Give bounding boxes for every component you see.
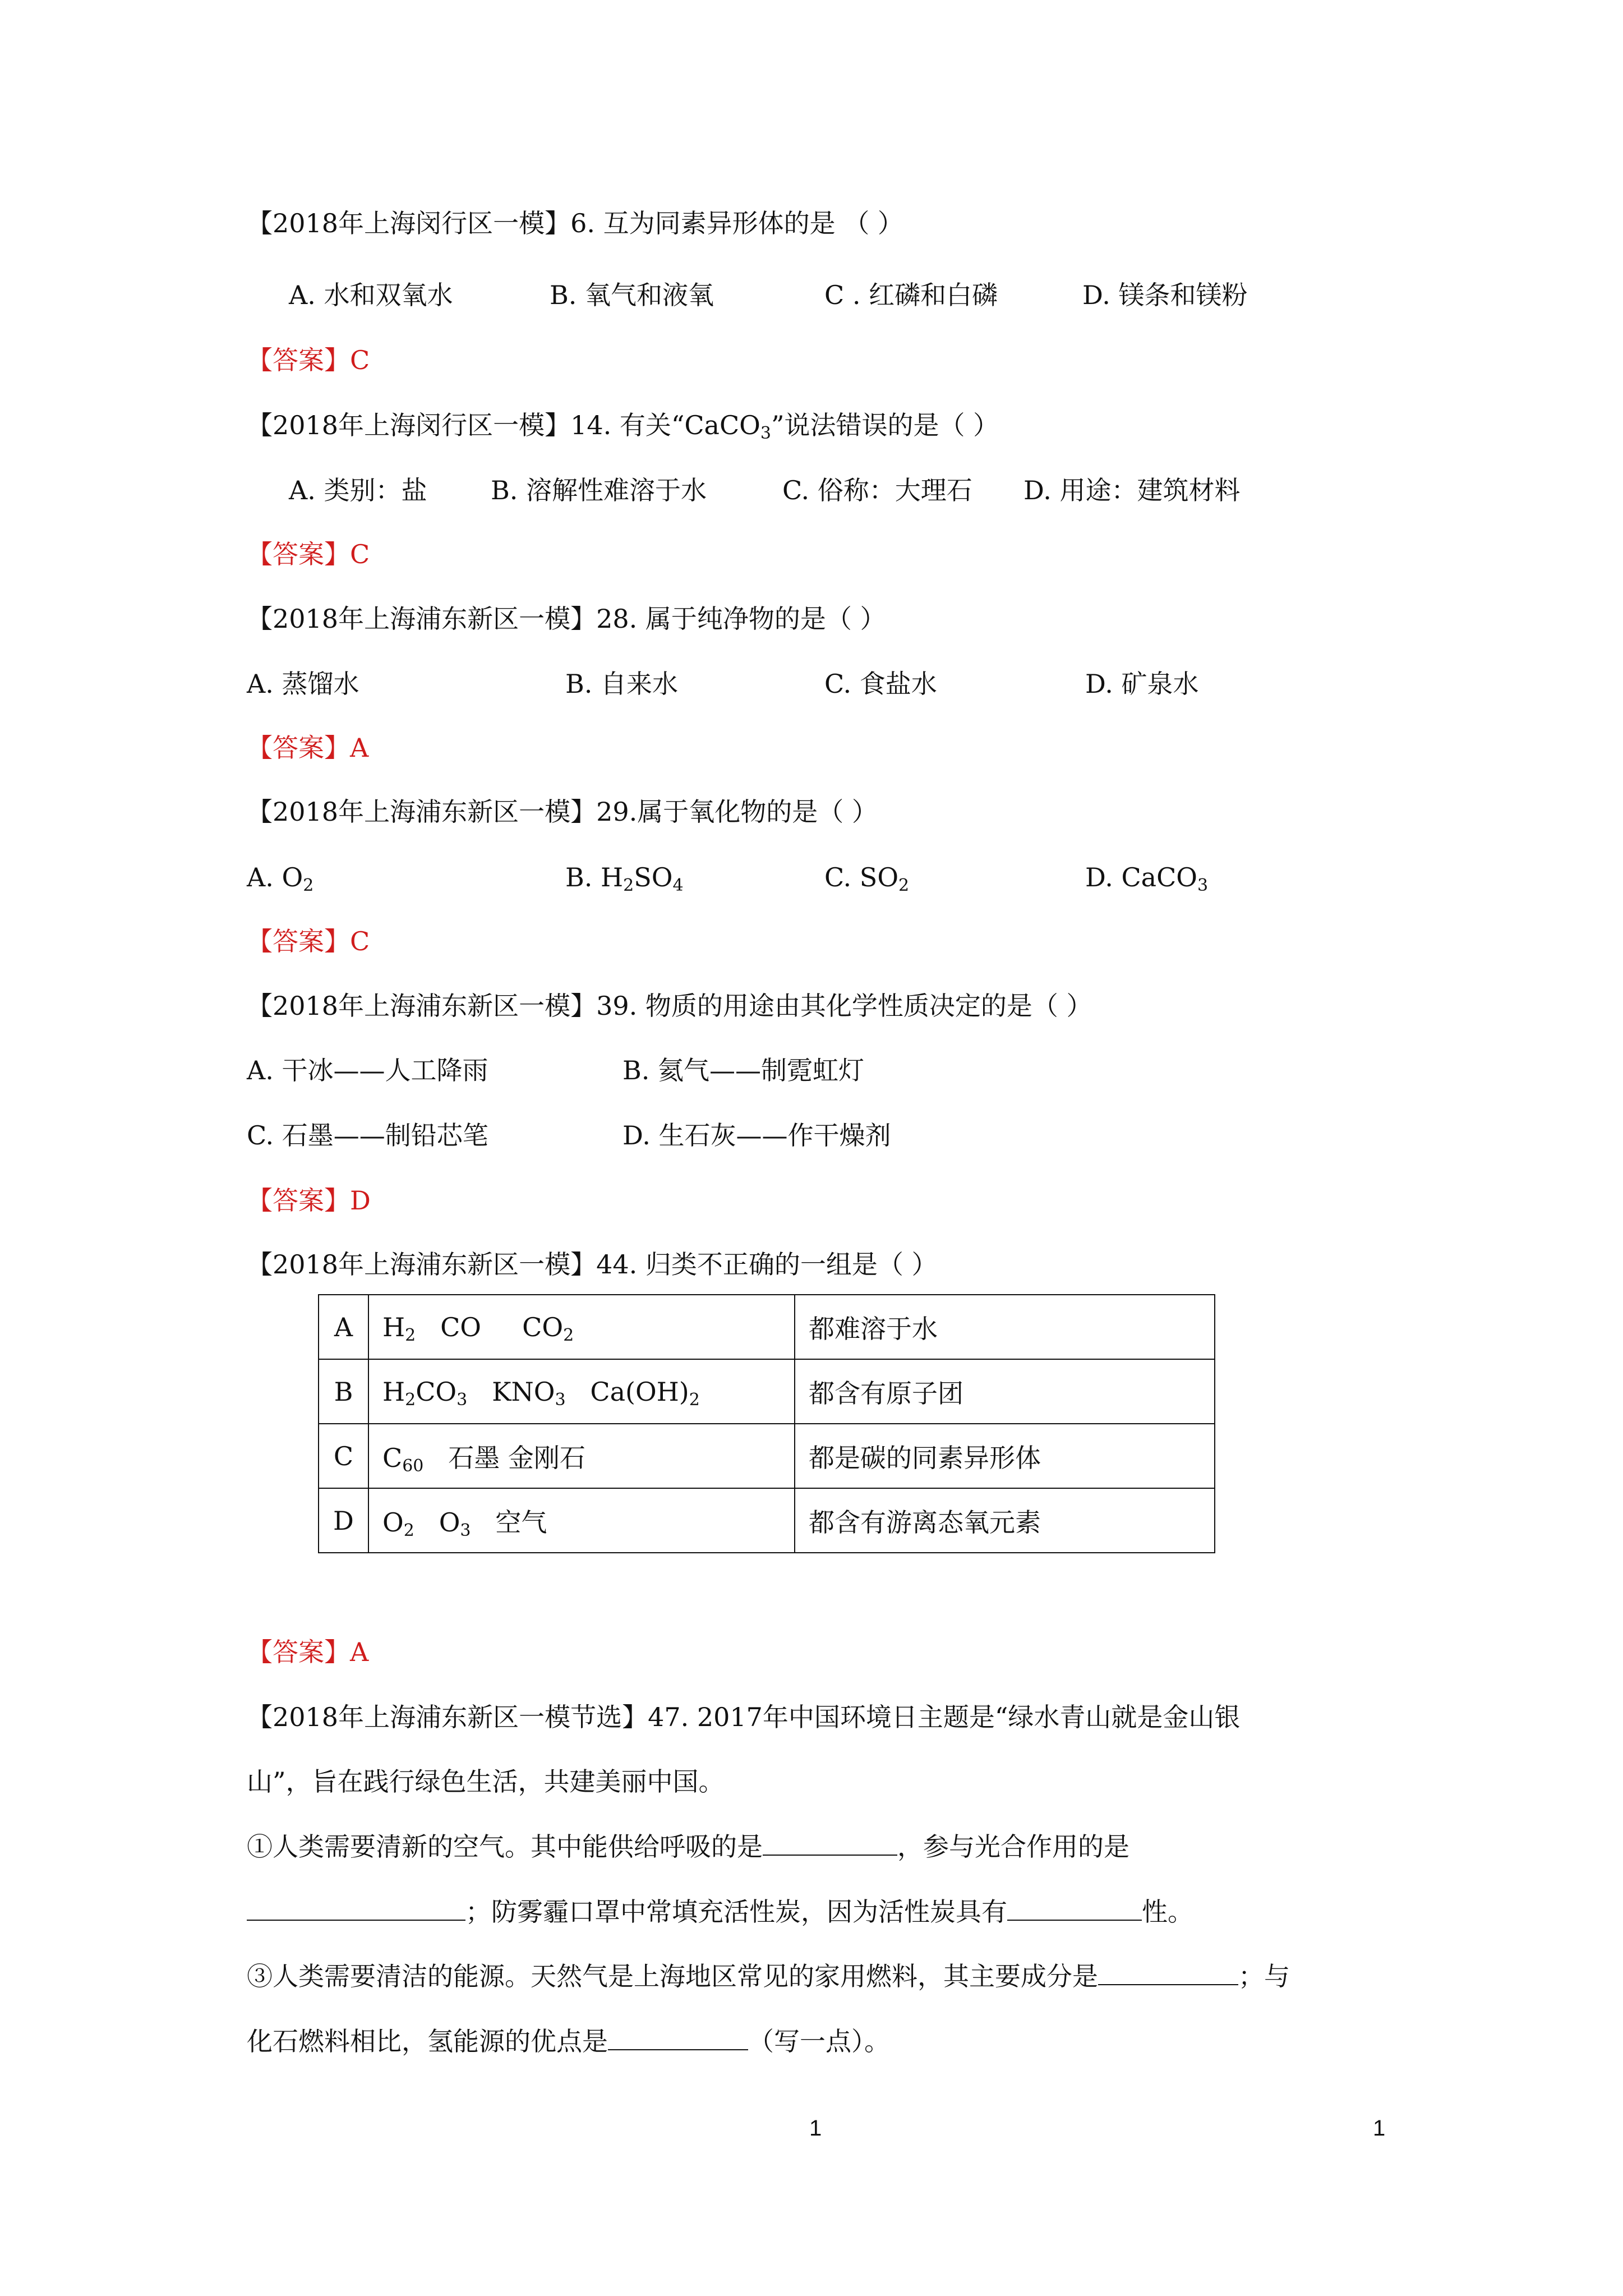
formula-co: CO xyxy=(440,1312,482,1342)
q6-stem: 【2018年上海闵行区一模】6. 互为同素异形体的是 （ ） xyxy=(247,208,903,238)
q6-option-b: B. 氧气和液氧 xyxy=(550,280,714,310)
q29-option-d-sub: 3 xyxy=(1197,876,1209,895)
q29-option-c-text: C. SO xyxy=(824,862,899,892)
row-description: 都难溶于水 xyxy=(795,1295,1215,1359)
q28-option-a: A. 蒸馏水 xyxy=(247,669,359,699)
q14-stem-a: 【2018年上海闵行区一模】14. 有关“CaCO xyxy=(247,410,760,440)
q47-p3-text-b: ；与 xyxy=(1238,1961,1290,1991)
q14-option-a: A. 类别：盐 xyxy=(289,475,427,505)
answer-tag: 【答案】 xyxy=(247,1185,350,1216)
answer-blank xyxy=(763,1830,897,1856)
q14-stem xyxy=(247,408,999,442)
q47-part3-line2 xyxy=(247,2024,890,2058)
row-items xyxy=(368,1295,795,1359)
q47-part1-line1 xyxy=(247,1830,1129,1864)
q14-stem-b: ”说法错误的是（ ） xyxy=(771,410,999,440)
q6-answer xyxy=(247,343,370,377)
table-row xyxy=(319,1488,1215,1553)
q47-p1-text-b: ，参与光合作用的是 xyxy=(897,1832,1129,1862)
answer-blank xyxy=(1007,1895,1142,1921)
q29-option-b-sub2: 4 xyxy=(672,876,684,895)
page-number-center: 1 xyxy=(809,2116,822,2141)
q47-p1-text-c: ；防雾霾口罩中常填充活性炭，因为活性炭具有 xyxy=(465,1897,1007,1927)
q29-option-c-sub: 2 xyxy=(898,876,910,895)
row-d-rest: 空气 xyxy=(495,1507,547,1538)
q28-option-d: D. 矿泉水 xyxy=(1085,669,1199,699)
answer-tag: 【答案】 xyxy=(247,345,350,375)
q47-part3-line1 xyxy=(247,1959,1290,1993)
row-description: 都含有游离态氧元素 xyxy=(795,1488,1215,1553)
q47-stem-line2: 山”，旨在践行绿色生活，共建美丽中国。 xyxy=(247,1766,725,1797)
row-items xyxy=(368,1488,795,1553)
row-letter: C xyxy=(319,1424,368,1488)
row-items xyxy=(368,1359,795,1424)
answer-value: C xyxy=(350,345,370,375)
answer-tag: 【答案】 xyxy=(247,539,350,569)
answer-value: C xyxy=(350,539,370,569)
q29-option-b-mid: SO xyxy=(634,862,673,892)
formula-sub: 2 xyxy=(403,1520,414,1540)
answer-tag: 【答案】 xyxy=(247,1637,350,1667)
q39-option-a: A. 干冰——人工降雨 xyxy=(247,1055,488,1085)
formula-sub: 2 xyxy=(563,1325,574,1345)
q47-p1-text-a: ①人类需要清新的空气。其中能供给呼吸的是 xyxy=(247,1832,763,1862)
q47-stem-line1: 【2018年上海浦东新区一模节选】47. 2017年中国环境日主题是“绿水青山就是金山银 xyxy=(247,1702,1241,1732)
formula-sub: 60 xyxy=(402,1456,424,1476)
formula-c60: C xyxy=(382,1442,403,1473)
q29-option-a-text: A. O xyxy=(247,862,303,892)
row-description: 都是碳的同素异形体 xyxy=(795,1424,1215,1488)
q39-option-b: B. 氦气——制霓虹灯 xyxy=(623,1055,865,1085)
q29-option-d-text: D. CaCO xyxy=(1085,862,1198,892)
q29-option-a xyxy=(247,861,313,894)
q29-answer xyxy=(247,924,370,958)
answer-tag: 【答案】 xyxy=(247,926,350,956)
q28-stem: 【2018年上海浦东新区一模】28. 属于纯净物的是（ ） xyxy=(247,604,886,634)
table-row xyxy=(319,1424,1215,1488)
q29-option-b-text: B. H xyxy=(565,862,624,892)
q44-table xyxy=(318,1294,1215,1553)
q14-option-b: B. 溶解性难溶于水 xyxy=(491,475,707,505)
q28-option-c: C. 食盐水 xyxy=(824,669,937,699)
q47-p1-text-d: 性。 xyxy=(1142,1897,1193,1927)
q39-option-d: D. 生石灰——作干燥剂 xyxy=(623,1120,891,1151)
q14-answer xyxy=(247,537,370,571)
q6-option-d: D. 镁条和镁粉 xyxy=(1082,280,1248,310)
q47-p3-text-c: 化石燃料相比，氢能源的优点是 xyxy=(247,2026,608,2056)
q6-option-c: C . 红磷和白磷 xyxy=(824,280,998,310)
q39-stem: 【2018年上海浦东新区一模】39. 物质的用途由其化学性质决定的是（ ） xyxy=(247,991,1092,1021)
formula-o3: O xyxy=(439,1507,460,1538)
q29-option-a-sub: 2 xyxy=(303,876,314,895)
q14-option-c: C. 俗称：大理石 xyxy=(782,475,972,505)
q6-option-a: A. 水和双氧水 xyxy=(289,280,453,310)
q29-option-b xyxy=(565,861,684,894)
q29-option-c xyxy=(824,861,909,894)
page-number-right: 1 xyxy=(1373,2116,1386,2141)
q29-option-b-sub: 2 xyxy=(623,876,634,895)
answer-value: D xyxy=(350,1185,371,1216)
q29-stem: 【2018年上海浦东新区一模】29.属于氧化物的是（ ） xyxy=(247,797,878,827)
answer-tag: 【答案】 xyxy=(247,733,350,763)
formula-sub: 2 xyxy=(689,1389,700,1410)
formula-co2: CO xyxy=(522,1312,564,1342)
formula-caoh2: Ca(OH) xyxy=(590,1376,689,1407)
q14-stem-sub: 3 xyxy=(760,424,771,443)
row-letter: B xyxy=(319,1359,368,1424)
table-row xyxy=(319,1359,1215,1424)
answer-blank xyxy=(608,2024,748,2050)
q39-option-c: C. 石墨——制铅芯笔 xyxy=(247,1120,488,1151)
answer-blank xyxy=(247,1895,465,1921)
formula-sub: 3 xyxy=(457,1389,468,1410)
q29-option-d xyxy=(1085,861,1208,894)
q47-p3-text-a: ③人类需要清洁的能源。天然气是上海地区常见的家用燃料，其主要成分是 xyxy=(247,1961,1098,1991)
row-description: 都含有原子团 xyxy=(795,1359,1215,1424)
formula-sub: 3 xyxy=(460,1520,471,1540)
q28-answer xyxy=(247,731,368,765)
row-letter: A xyxy=(319,1295,368,1359)
answer-blank xyxy=(1098,1959,1238,1985)
formula-o2: O xyxy=(382,1507,404,1538)
q47-part1-line2 xyxy=(247,1895,1193,1929)
q44-answer xyxy=(247,1635,368,1669)
answer-value: A xyxy=(350,733,369,763)
table-row xyxy=(319,1295,1215,1359)
formula-h2: H xyxy=(382,1312,405,1342)
q14-option-d: D. 用途：建筑材料 xyxy=(1023,475,1241,505)
q39-answer xyxy=(247,1184,371,1217)
row-letter: D xyxy=(319,1488,368,1553)
formula-sub: 2 xyxy=(405,1325,416,1345)
q28-option-b: B. 自来水 xyxy=(565,669,679,699)
row-items xyxy=(368,1424,795,1488)
row-c-rest: 石墨 金刚石 xyxy=(448,1442,585,1473)
formula-sub: 2 xyxy=(405,1389,416,1410)
q47-p3-text-d: （写一点）。 xyxy=(748,2026,890,2056)
q44-stem: 【2018年上海浦东新区一模】44. 归类不正确的一组是（ ） xyxy=(247,1249,938,1280)
answer-value: A xyxy=(350,1637,369,1667)
formula-h2co3: H xyxy=(382,1376,405,1407)
formula-sub: 3 xyxy=(555,1389,566,1410)
formula-kno3: KNO xyxy=(492,1376,555,1407)
answer-value: C xyxy=(350,926,370,956)
formula-h2co3-b: CO xyxy=(416,1376,457,1407)
